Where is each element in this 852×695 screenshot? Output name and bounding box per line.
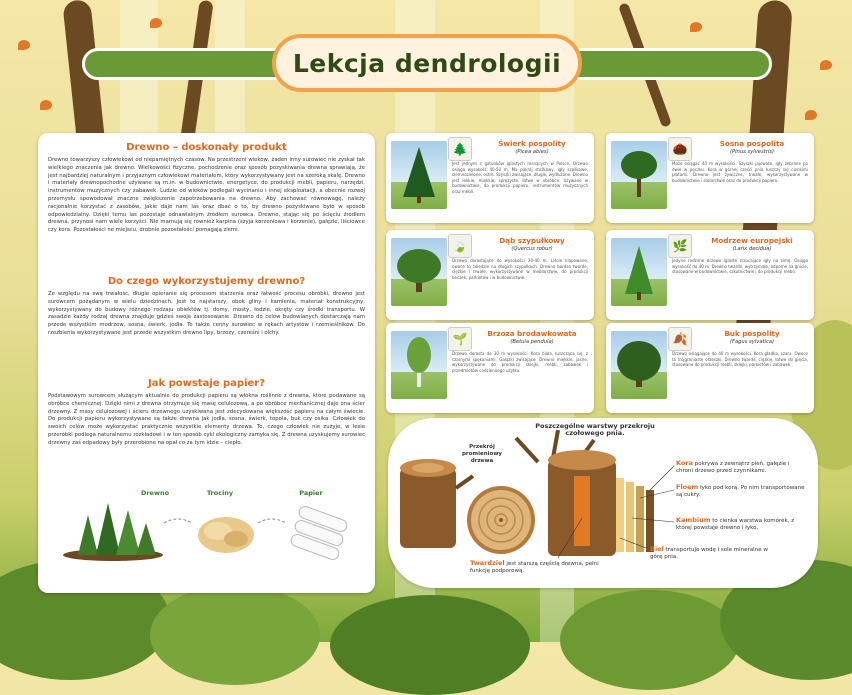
- layer-text: łyko pod korą. Po nim transportowane są cukry.: [676, 485, 805, 498]
- tree-name: Brzoza brodawkowata: [487, 329, 577, 338]
- flow-label-paper: Papier: [299, 489, 323, 497]
- tree-name: Sosna pospolita: [719, 139, 785, 148]
- layer-text: transportuje wodę i sole mineralne w górę pnia.: [650, 547, 768, 560]
- bg-bush: [150, 585, 320, 685]
- layer-text: jest starszą częścią drewna, pełni funkcję podporową.: [470, 561, 599, 574]
- layer-name: Biel: [650, 545, 664, 553]
- section-text-uses: Ze względu na swą trwałość, długie opieranie się procesom starzenia oraz łatwość procesu obróbki, drewno jest surowcem pożądanym w wielu dziedzinach. Jest to najstarszy, obok gliny i kamienia, materiał konstrukcyjny, wykorzystywany do budowy różnego rodzaju obiektów tj. domy, mosty, łodzie, okręty czy środki transportu. W zasadzie każdy rodzaj drewna znajduje gdzieś swoje zastosowanie. Drewno do celów budowlanych dostarczają nam przede wszystkim modrzew, sosna, świerk, jodła. To także cenny surowiec w rękach artystów i rzemieślników. Do rzeźbienia wykorzystywane jest przede wszystkim drewno lipy, brzozy, czereśni i olchy.: [48, 291, 365, 336]
- birch-photo: [391, 331, 447, 399]
- tree-name: Dąb szypułkowy: [499, 236, 565, 245]
- tree-latin-name: (Betula pendula): [510, 339, 554, 345]
- tree-latin-name: (Picea abies): [515, 149, 549, 155]
- bg-leaf: [690, 22, 702, 32]
- oak-photo: [391, 238, 447, 306]
- pine-cone-icon: 🌰: [668, 137, 692, 161]
- flow-arrow-icon: [164, 519, 192, 523]
- tree-ring-slice-icon: [467, 486, 535, 554]
- larch-photo: [611, 238, 667, 306]
- tree-card-larch: [606, 230, 814, 320]
- tree-card-beech: [606, 323, 814, 413]
- title-banner: [272, 34, 582, 92]
- sapling-icon: 🌱: [448, 327, 472, 351]
- spruce-photo: [391, 141, 447, 209]
- bg-leaf: [18, 40, 30, 50]
- section-title-wood: Drewno – doskonały produkt: [126, 142, 287, 153]
- layer-name: Kambium: [676, 516, 711, 524]
- bg-bush: [560, 590, 740, 690]
- layer-bark: [676, 460, 806, 475]
- bg-bush: [330, 595, 530, 695]
- layer-heartwood: [470, 560, 610, 575]
- layer-name: Floem: [676, 483, 699, 491]
- flow-label-wood: Drewno: [140, 489, 170, 497]
- tree-card-spruce: [386, 133, 594, 223]
- tree-latin-name: (Quercus robur): [511, 246, 553, 252]
- log-icon: [400, 459, 473, 548]
- section-title-uses: Do czego wykorzystujemy drewno?: [107, 276, 306, 287]
- left-info-panel: [38, 133, 375, 593]
- section-title-paper: Jak powstaje papier?: [147, 378, 266, 389]
- trunk-layers-icon: [516, 430, 654, 556]
- tree-description: Drzewo dorasta do 30 m wysokości. Kora biała, łuszcząca się, z czarnymi spękaniami. Gałązki zwisające. Drewno miękkie, jasne, wykorzystywane do produkcji sklejki, mebli, zabawek i przedmiotów codziennego użytku.: [452, 351, 588, 373]
- tree-name: Świerk pospolity: [498, 139, 566, 148]
- sawdust-icon: [198, 517, 254, 553]
- larch-twig-icon: 🌿: [668, 234, 692, 258]
- tree-description: Jedyne rodzime drzewo iglaste zrzucające igły na zimę. Osiąga wysokość do 40 m. Drewno twarde, wytrzymałe, odporne na gnicie, stosowane w budownictwie, szkutnictwie i do produkcji mebli.: [672, 258, 808, 274]
- layer-name: Kora: [676, 459, 693, 467]
- flow-arrow-icon: [258, 519, 286, 523]
- bg-leaf: [820, 60, 832, 70]
- tree-card-oak: [386, 230, 594, 320]
- layer-name: Twardziel: [470, 559, 505, 567]
- wood-trees-icon: [63, 503, 163, 561]
- pine-photo: [611, 141, 667, 209]
- layer-sapwood: [650, 546, 770, 561]
- layer-phloem: [676, 484, 806, 499]
- flow-label-sawdust: Trociny: [206, 489, 234, 497]
- bg-leaf: [150, 18, 162, 28]
- beech-photo: [611, 331, 667, 399]
- section-text-paper: Podstawowym surowcem służącym aktualnie do produkcji papieru są włókna roślinne z drewna, które podawane są obróbce chemicznej. Dzięki nimi z drewna otrzymuje się masę celulozową, a po obróbce mechanicznej daje ona ścier drzewny. Z masy celulozowej i ścieru drzewnego uzyskiwana jest zdecydowana większość papieru na całym świecie. Do produkcji papieru wykorzystywane są także drewna jak jodła, sosna, świerk, topola, buk czy osika. Człowiek do swoich celów może wykorzystać praktycznie wszystkie elementy drzewa. To, czego człowiek nie zużyje, w lesie przeróbki podlega naturalnemu rozkładowi i w ten sposób cykl ekologiczny zamyka się. Z drewna uzyskujemy surowiec drzewny zaś odpadowy były przerobione na opał co za tym idzie – ciepło.: [48, 393, 365, 446]
- paper-rolls-icon: [289, 505, 348, 561]
- layer-text: pokrywa z zewnątrz pień, gałęzie i chroni drzewo przed czynnikami.: [676, 461, 790, 474]
- slice-label: Przekrój promieniowy drzewa: [461, 444, 503, 464]
- layer-text: to cienka warstwa komórek, z której powstaje drewno i łyko.: [676, 518, 795, 531]
- bg-leaf: [40, 100, 52, 110]
- tree-description: Jest jednym z gatunków iglastych rosnących w Polsce. Drzewo osiąga wysokość 40-50 m. Ma pokrój stożkowy, igły szpilkowe, ciemnozielone, ostre. Szyszki zwisające, długie, wydłużone. Drewno jest lekkie, miękkie, sprężyste, łatwe w obróbce. Używane w budownictwie, do produkcji papieru, instrumentów muzycznych oraz mebli.: [452, 161, 588, 194]
- oak-leaf-icon: 🍃: [448, 234, 472, 258]
- tree-card-birch: [386, 323, 594, 413]
- tree-name: Buk pospolity: [724, 329, 780, 338]
- section-text-wood: Drewno towarzyszy człowiekowi od niepamiętnych czasów. Na przestrzeni wieków, żaden inny surowiec nie zyskał tak wielkiego znaczenia jak drewno. Wielkowości fizyczne, pochodzenie oraz sposób pozyskiwania drewna sprawiają, że jest najbardziej naturalnym i przyjaznym człowiekowi materiałem, który wykorzystywany jest na szeroką skalę. Drewno i materiały drewnopochodne używane są m.in. w budownictwie, energetyce, do produkcji mebli, papieru, narzędzi, instrumentów muzycznych czy zabawek. Ludzie od wieków podlegali wycinaniu i innej eksploatacji, a obecnie rozwój przemysłu spowodował znaczne zwiększenie zapotrzebowania na drewno. Aby zachować równowagę, należy racjonalnie korzystać z zasobów, jakie daje nam las oraz dbać o to, by drewno pozyskiwane było w sposób odpowiedzialny. Dzięki temu las pozostaje odnawialnym źródłem surowca. Drewno, stając się po ścięciu źródłem drewna, przynosi nam wiele korzyści. Nie marnują się również karpina (szyja korzeniowa i korzenie), gałęzie, liściowce czy kora. Pozostałości ne miejscu, drobnie pozostałości pomagają ziemi.: [48, 157, 365, 234]
- layer-cambium: [676, 517, 806, 532]
- tree-latin-name: (Larix decidua): [732, 246, 772, 252]
- bg-leaf: [805, 110, 817, 120]
- wood-to-paper-flow: [58, 495, 358, 565]
- cross-section-title: Poszczególne warstwy przekroju czołowego pnia.: [535, 422, 655, 437]
- tree-description: Drzewo osiągające do 40 m wysokości. Kora gładka, szara. Owoce to trójgraniaste orzeszki. Drewno twarde, ciężkie, łatwe do gięcia, stosowane do produkcji mebli, sklejki, parkietów i zabawek.: [672, 351, 808, 367]
- pine-cone-icon: 🌲: [448, 137, 472, 161]
- page-title: Lekcja dendrologii: [292, 48, 562, 78]
- tree-description: Drzewo dorastające do wysokości 30-40 m. Liście klapowane, owoce to żołędzie na długich szypułkach. Drewno bardzo twarde, ciężkie i trwałe, wykorzystywane w meblarstwie, do produkcji beczek, parkietów i w budownictwie.: [452, 258, 588, 280]
- tree-description: Może osiągać 40 m wysokości. Szyszki jajowate, igły zebrane po dwie w pęczku. Kora w górnej części pnia łuszczy się cienkimi płatami. Drewno jest żywiczne, trwałe, wykorzystywane w budownictwie i stolarstwie oraz do produkcji papieru.: [672, 161, 808, 183]
- beech-leaf-icon: 🍂: [668, 327, 692, 351]
- tree-name: Modrzew europejski: [711, 236, 793, 245]
- tree-latin-name: (Fagus sylvatica): [729, 339, 775, 345]
- tree-latin-name: (Pinus sylvestris): [729, 149, 775, 155]
- tree-card-pine: [606, 133, 814, 223]
